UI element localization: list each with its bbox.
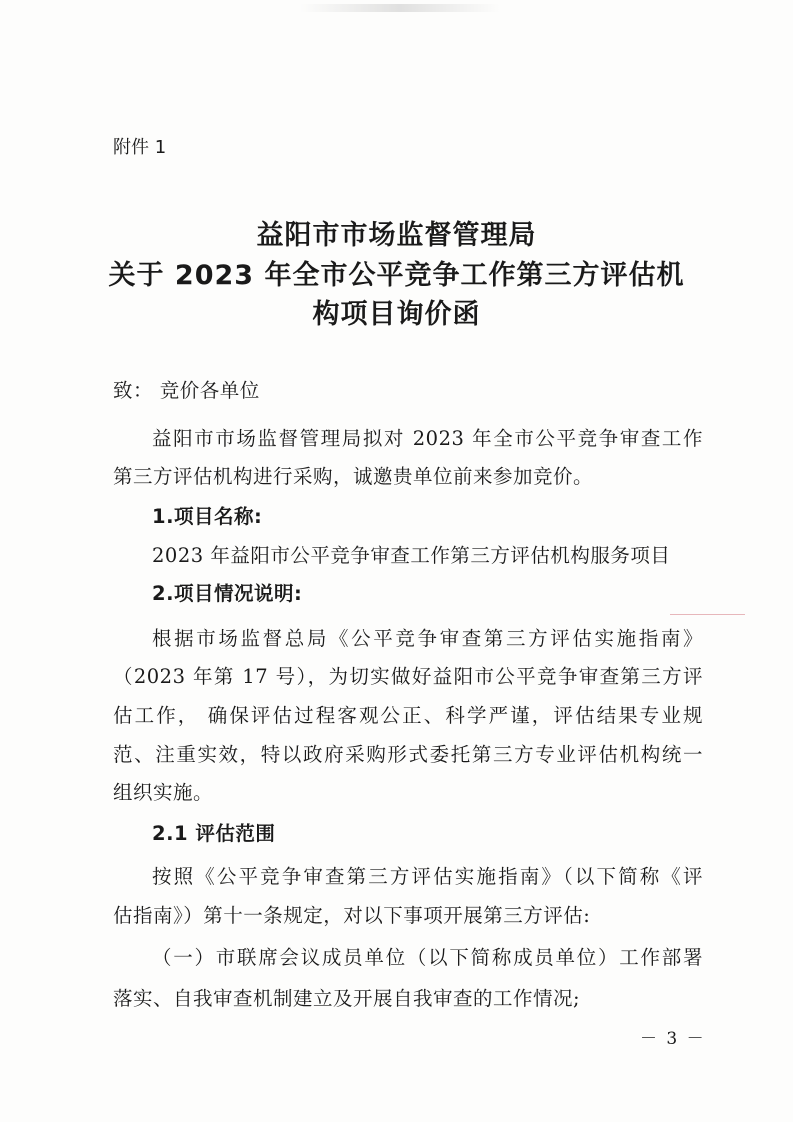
scan-artifact	[300, 4, 500, 12]
intro-line-1: 益阳市市场监督管理局拟对 2023 年全市公平竞争审查工作	[152, 427, 703, 450]
section-2-1-line-1: 按照《公平竞争审查第三方评估实施指南》（以下简称《评	[152, 865, 703, 888]
intro-line-2: 第三方评估机构进行采购，诚邀贵单位前来参加竞价。	[113, 465, 594, 488]
salutation: 致： 竞价各单位	[113, 379, 260, 402]
section-2-line-3: 估工作， 确保评估过程客观公正、科学严谨，评估结果专业规	[113, 704, 703, 727]
section-2-line-2: （2023 年第 17 号），为切实做好益阳市公平竞争审查第三方评	[113, 665, 703, 688]
section-2-line-1: 根据市场监督总局《公平竞争审查第三方评估实施指南》	[152, 627, 703, 650]
section-2-line-4: 范、注重实效，特以政府采购形式委托第三方专业评估机构统一	[113, 743, 703, 766]
section-1-content: 2023 年益阳市公平竞争审查工作第三方评估机构服务项目	[152, 544, 671, 567]
section-2-1-line-3: （一）市联席会议成员单位（以下简称成员单位）工作部署	[152, 946, 703, 969]
document-title-line-2: 关于 2023 年全市公平竞争工作第三方评估机	[108, 260, 685, 291]
document-title-line-1: 益阳市市场监督管理局	[256, 220, 537, 251]
attachment-label: 附件 1	[113, 137, 167, 158]
section-1-heading: 1.项目名称:	[152, 505, 263, 528]
section-2-1-line-2: 估指南》）第十一条规定，对以下事项开展第三方评估:	[113, 904, 591, 927]
section-2-line-5: 组织实施。	[113, 781, 214, 804]
document-title-line-3: 构项目询价函	[312, 299, 481, 330]
section-2-1-line-4: 落实、自我审查机制建立及开展自我审查的工作情况;	[113, 987, 581, 1010]
section-2-1-heading: 2.1 评估范围	[152, 822, 276, 845]
page-number: － 3 －	[640, 1029, 706, 1049]
section-2-heading: 2.项目情况说明:	[152, 582, 303, 605]
stamp-mark	[670, 614, 745, 615]
